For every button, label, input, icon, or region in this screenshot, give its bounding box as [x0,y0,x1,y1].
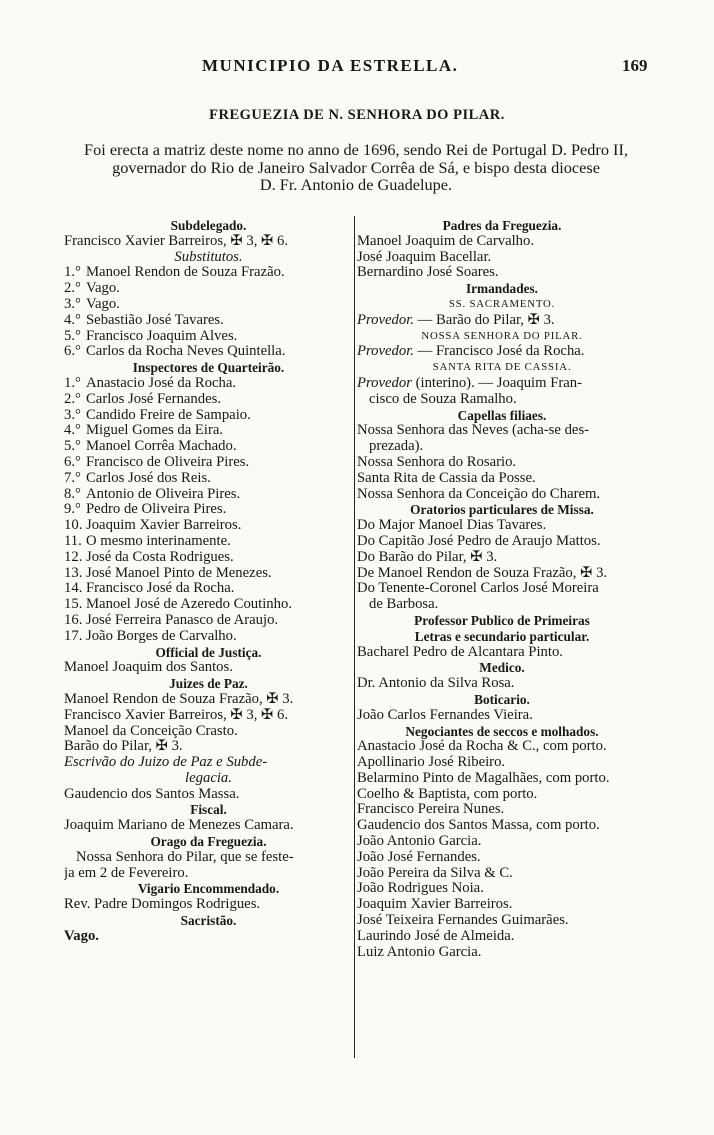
negociante-row: Gaudencio dos Santos Massa, com porto. [357,818,600,834]
inspector-row [64,581,353,597]
item-number: 1.° [64,375,81,391]
provedor-label: Provedor [357,375,412,391]
item-name: Carlos da Rocha Neves Quintella. [86,344,286,360]
item-number: 12. [64,549,83,565]
heading-orago: Orago da Freguezia. [150,834,267,850]
item-number: 3.° [64,407,81,423]
negociante-row: José Teixeira Fernandes Guimarães. [357,913,569,929]
negociante-row: João Antonio Garcia. [357,834,482,850]
inspector-row [64,408,353,424]
negociante-row: Belarmino Pinto de Magalhães, com porto. [357,770,610,786]
item-number: 14. [64,581,83,597]
item-number: 15. [64,597,83,613]
provedor-name: — Francisco José da Rocha. [413,344,585,360]
capella-item: Nossa Senhora do Rosario. [357,454,517,470]
padre-row: Manoel Joaquim de Carvalho. [357,233,535,249]
heading-irmandades: Irmandades. [465,281,539,297]
item-name: Joaquim Xavier Barreiros. [86,518,242,534]
juiz-row: Manoel Rendon de Souza Frazão, ✠ 3. [64,691,294,707]
official-name: Manoel Joaquim dos Santos. [64,660,233,676]
substitutos-list [64,265,353,360]
capella-item: Nossa Senhora das Neves (acha-se des- [357,423,590,439]
column-divider [354,216,355,1058]
item-name: Vago. [86,296,120,312]
inspector-row [64,392,353,408]
item-number: 16. [64,612,83,628]
item-name: Manoel José de Azeredo Coutinho. [86,597,292,613]
item-number: 5.° [64,328,81,344]
heading-boticario: Boticario. [474,691,530,707]
substituto-row [64,281,353,297]
page-header [0,56,714,84]
sacristao-name: Vago. [64,928,99,944]
inspector-row [64,566,353,582]
padre-row: Bernardino José Soares. [357,265,499,281]
substituto-row [64,329,353,345]
heading-juizes: Juizes de Paz. [169,676,248,692]
negociante-row: João Rodrigues Noia. [357,881,484,897]
heading-professor: Professor Publico de Primeiras [414,612,590,628]
item-number: 6.° [64,344,81,360]
escrivao-title-cont: legacia. [185,770,232,786]
item-name: José da Costa Rodrigues. [86,549,234,565]
item-name: Manoel Corrêa Machado. [86,439,237,455]
capellas-list [357,455,647,502]
item-number: 6.° [64,454,81,470]
oratorio-item: Do Barão do Pilar, ✠ 3. [357,549,498,565]
section-subtitle: FREGUEZIA DE N. SENHORA DO PILAR. [209,107,505,123]
heading-inspectores: Inspectores de Quarteirão. [132,360,285,376]
item-name: Vago. [86,281,120,297]
boticario-name: João Carlos Fernandes Vieira. [357,707,533,723]
negociante-row: Anastacio José da Rocha & C., com porto. [357,739,607,755]
fiscal-name: Joaquim Mariano de Menezes Camara. [64,818,294,834]
heading-substitutos: Substitutos. [174,249,243,265]
item-number: 4.° [64,423,81,439]
provedor-name: — Barão do Pilar, ✠ 3. [413,312,555,328]
heading-professor-cont: Letras e secundario particular. [414,628,590,644]
item-number: 9.° [64,502,81,518]
heading-vigario: Vigario Encommendado. [137,881,280,897]
item-name: José Manoel Pinto de Menezes. [86,565,272,581]
negociante-row: Laurindo José de Almeida. [357,928,515,944]
oratorios-list [357,518,647,581]
intro-paragraph [64,141,648,194]
oratorio-item: Do Major Manoel Dias Tavares. [357,518,547,534]
vigario-name: Rev. Padre Domingos Rodrigues. [64,897,261,913]
capella-item-cont: prezada). [369,439,424,455]
inspector-row [64,502,353,518]
irmandade-provedor [357,313,647,329]
item-number: 1.° [64,265,81,281]
negociantes-list [357,739,647,960]
left-column [64,218,353,945]
escrivao-name: Gaudencio dos Santos Massa. [64,786,240,802]
inspectores-list [64,376,353,645]
oratorio-item-cont: de Barbosa. [369,597,439,613]
orago-text-cont: ja em 2 de Fevereiro. [64,865,189,881]
negociante-row: Joaquim Xavier Barreiros. [357,897,513,913]
inspector-row [64,376,353,392]
negociante-row: João Pereira da Silva & C. [357,865,513,881]
inspector-row [64,550,353,566]
juizes-list [64,692,353,755]
item-name: O mesmo interinamente. [86,533,231,549]
intro-line: governador do Rio de Janeiro Salvador Corrêa de Sá, e bispo desta diocese [112,157,600,177]
provedor-label: Provedor. [357,344,414,360]
item-number: 11. [64,533,82,549]
substituto-row [64,265,353,281]
inspector-row [64,518,353,534]
capella-item: Santa Rita de Cassia da Posse. [357,470,536,486]
item-name: Carlos José dos Reis. [86,470,211,486]
right-column [357,218,647,960]
inspector-row [64,534,353,550]
inspector-row [64,613,353,629]
intro-line: Foi erecta a matriz deste nome no anno de 1696, sendo Rei de Portugal D. Pedro II, [84,140,628,159]
item-number: 2.° [64,281,81,297]
substituto-row [64,297,353,313]
heading-padres: Padres da Freguezia. [442,218,562,233]
item-name: Antonio de Oliveira Pires. [86,486,241,502]
item-number: 2.° [64,391,81,407]
item-name: Manoel Rendon de Souza Frazão. [86,265,285,281]
medico-name: Dr. Antonio da Silva Rosa. [357,676,515,692]
provedor-name: (interino). — Joaquim Fran- [411,375,583,391]
inspector-row [64,455,353,471]
item-number: 5.° [64,439,81,455]
negociante-row: Luiz Antonio Garcia. [357,944,482,960]
provedor-label: Provedor. [357,312,414,328]
item-number: 7.° [64,470,81,486]
subdelegado-name: Francisco Xavier Barreiros, ✠ 3, ✠ 6. [64,233,289,249]
oratorio-item: Do Capitão José Pedro de Araujo Mattos. [357,533,601,549]
heading-sacristao: Sacristão. [180,913,237,929]
padre-row: José Joaquim Bacellar. [357,249,492,265]
heading-official-justica: Official de Justiça. [155,644,262,660]
irmandade-provedor [357,376,647,392]
orago-text: Nossa Senhora do Pilar, que se feste- [76,849,294,865]
oratorio-item: Do Tenente-Coronel Carlos José Moreira [357,581,599,597]
item-name: Francisco Joaquim Alves. [86,328,238,344]
inspector-row [64,471,353,487]
inspector-row [64,423,353,439]
irmandade-provedor [357,344,647,360]
item-number: 3.° [64,296,81,312]
inspector-row [64,439,353,455]
heading-subdelegado: Subdelegado. [170,218,247,233]
item-name: Francisco de Oliveira Pires. [86,454,250,470]
juiz-row: Barão do Pilar, ✠ 3. [64,739,183,755]
juiz-row: Francisco Xavier Barreiros, ✠ 3, ✠ 6. [64,707,289,723]
irmandade-title: NOSSA SENHORA DO PILAR. [421,329,583,342]
capella-item: Nossa Senhora da Conceição do Charem. [357,486,601,502]
heading-fiscal: Fiscal. [190,802,227,818]
heading-medico: Medico. [479,660,525,676]
heading-negociantes: Negociantes de seccos e molhados. [405,723,599,739]
page-title: MUNICIPIO DA ESTRELLA. [202,56,459,75]
item-number: 17. [64,628,83,644]
item-number: 4.° [64,312,81,328]
heading-oratorios: Oratorios particulares de Missa. [410,502,594,518]
escrivao-title: Escrivão do Juizo de Paz e Subde- [64,755,268,771]
negociante-row: Apollinario José Ribeiro. [357,755,506,771]
item-name: Francisco José da Rocha. [86,581,235,597]
page-number: 169 [622,56,648,75]
item-name: Carlos José Fernandes. [86,391,222,407]
substituto-row [64,344,353,360]
item-name: Miguel Gomes da Eira. [86,423,224,439]
inspector-row [64,629,353,645]
item-name: Anastacio José da Rocha. [86,375,237,391]
item-name: João Borges de Carvalho. [86,628,237,644]
intro-line: D. Fr. Antonio de Guadelupe. [259,175,453,194]
inspector-row [64,597,353,613]
professor-name: Bacharel Pedro de Alcantara Pinto. [357,644,563,660]
substituto-row [64,313,353,329]
item-number: 10. [64,518,83,534]
oratorio-item: De Manoel Rendon de Souza Frazão, ✠ 3. [357,565,608,581]
item-name: Sebastião José Tavares. [86,312,224,328]
provedor-name-cont: cisco de Souza Ramalho. [369,391,517,407]
negociante-row: Francisco Pereira Nunes. [357,802,505,818]
irmandade-title: SS. SACRAMENTO. [448,297,556,310]
item-name: José Ferreira Panasco de Araujo. [86,612,279,628]
item-name: Pedro de Oliveira Pires. [86,502,227,518]
juiz-row: Manoel da Conceição Crasto. [64,723,238,739]
item-name: Candido Freire de Sampaio. [86,407,251,423]
item-number: 13. [64,565,83,581]
inspector-row [64,487,353,503]
padres-list [357,234,647,281]
negociante-row: Coelho & Baptista, com porto. [357,786,538,802]
negociante-row: João José Fernandes. [357,849,481,865]
heading-capellas: Capellas filiaes. [457,407,547,423]
irmandade-title: SANTA RITA DE CASSIA. [432,361,572,374]
item-number: 8.° [64,486,81,502]
